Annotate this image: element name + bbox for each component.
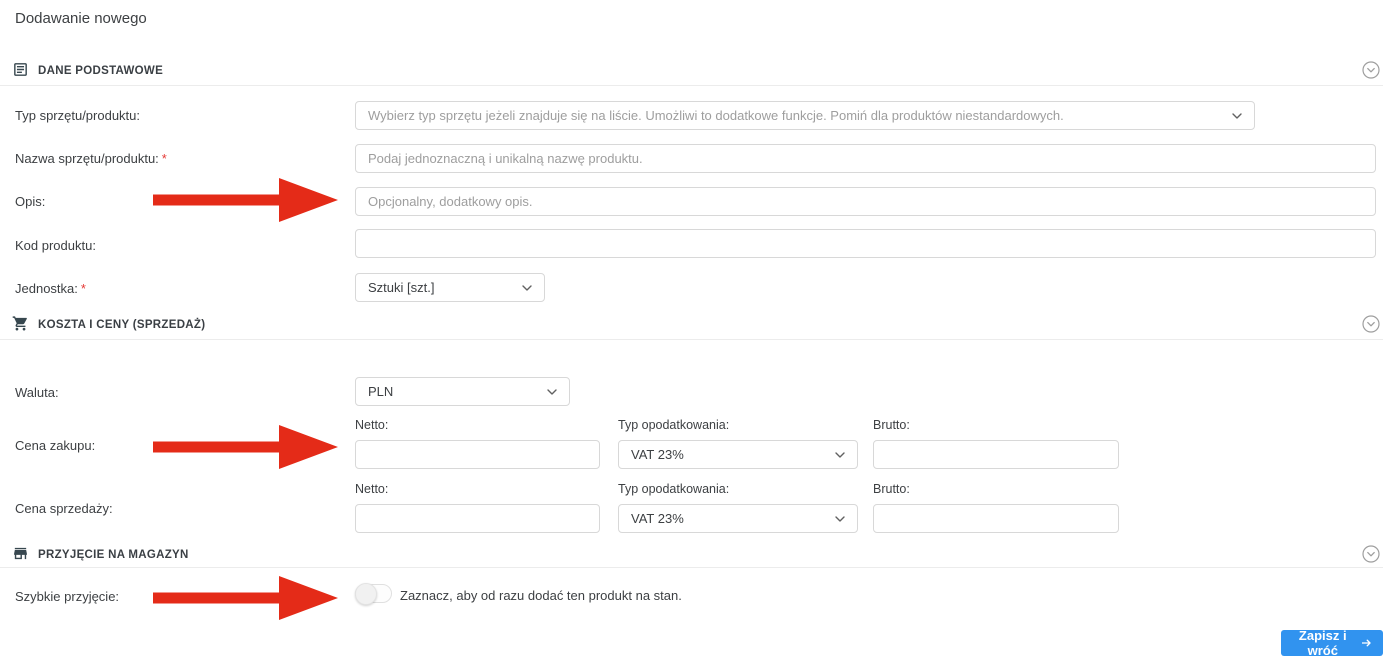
toggle-knob (355, 583, 377, 605)
netto-label: Netto: (355, 418, 389, 432)
szybkie-przyjecie-toggle[interactable] (355, 584, 392, 603)
field-label-szybkie-przyjecie: Szybkie przyjęcie: (15, 589, 120, 604)
collapse-section-icon[interactable] (1362, 61, 1380, 79)
save-and-return-button[interactable] (1281, 630, 1383, 656)
kod-produktu-input[interactable] (355, 229, 1376, 258)
chevron-down-icon (835, 516, 845, 522)
field-label-opis: Opis: (15, 194, 46, 209)
chevron-down-icon (547, 389, 557, 395)
netto-label: Netto: (355, 482, 389, 496)
red-arrow-annotation-opis (153, 177, 338, 223)
waluta-select[interactable] (355, 377, 570, 406)
waluta-value: PLN (368, 384, 394, 399)
vat-value: VAT 23% (631, 511, 684, 526)
section-divider (0, 567, 1383, 568)
chevron-down-icon (835, 452, 845, 458)
document-icon (12, 61, 29, 78)
typ-produktu-select[interactable] (355, 101, 1255, 130)
required-asterisk: * (161, 151, 167, 166)
field-label-nazwa: Nazwa sprzętu/produktu: * (15, 151, 167, 166)
store-icon (12, 545, 29, 562)
red-arrow-annotation-szybkie-przyjecie (153, 575, 338, 621)
nazwa-produktu-input[interactable] (355, 144, 1376, 173)
field-label-typ: Typ sprzętu/produktu: (15, 108, 141, 123)
section-divider (0, 339, 1383, 340)
vat-value: VAT 23% (631, 447, 684, 462)
toggle-description: Zaznacz, aby od razu dodać ten produkt na stan. (400, 588, 682, 603)
section-divider (0, 85, 1383, 86)
brutto-label: Brutto: (873, 482, 910, 496)
jednostka-select[interactable] (355, 273, 545, 302)
cena-zakupu-vat-select[interactable] (618, 440, 858, 469)
required-asterisk: * (80, 281, 86, 296)
field-label-cena-sprzedazy: Cena sprzedaży: (15, 501, 113, 516)
chevron-down-icon (522, 285, 532, 291)
cart-icon (12, 315, 29, 332)
collapse-section-icon[interactable] (1362, 545, 1380, 563)
collapse-section-icon[interactable] (1362, 315, 1380, 333)
section-title-dane-podstawowe: DANE PODSTAWOWE (38, 65, 164, 77)
field-label-waluta: Waluta: (15, 385, 59, 400)
vat-label: Typ opodatkowania: (618, 418, 730, 432)
section-title-koszta-i-ceny: KOSZTA I CENY (SPRZEDAŻ) (38, 319, 206, 331)
cena-sprzedazy-netto-input[interactable] (355, 504, 600, 533)
brutto-label: Brutto: (873, 418, 910, 432)
red-arrow-annotation-cena-zakupu (153, 424, 338, 470)
save-button-label: Zapisz i wróć (1298, 628, 1347, 658)
field-label-jednostka: Jednostka: * (15, 281, 86, 296)
opis-input[interactable] (355, 187, 1376, 216)
vat-label: Typ opodatkowania: (618, 482, 730, 496)
section-title-przyjecie-na-magazyn: PRZYJĘCIE NA MAGAZYN (38, 549, 189, 561)
cena-zakupu-brutto-input[interactable] (873, 440, 1119, 469)
arrow-right-icon (1362, 638, 1371, 648)
cena-sprzedazy-brutto-input[interactable] (873, 504, 1119, 533)
typ-produktu-placeholder: Wybierz typ sprzętu jeżeli znajduje się na liście. Umożliwi to dodatkowe funkcje. Pomiń dla produktów niestandardowych. (368, 108, 1064, 123)
cena-zakupu-netto-input[interactable] (355, 440, 600, 469)
chevron-down-icon (1232, 113, 1242, 119)
page-title: Dodawanie nowego (15, 10, 147, 27)
field-label-cena-zakupu: Cena zakupu: (15, 438, 96, 453)
field-label-kod: Kod produktu: (15, 238, 96, 253)
jednostka-value: Sztuki [szt.] (368, 280, 435, 295)
cena-sprzedazy-vat-select[interactable] (618, 504, 858, 533)
